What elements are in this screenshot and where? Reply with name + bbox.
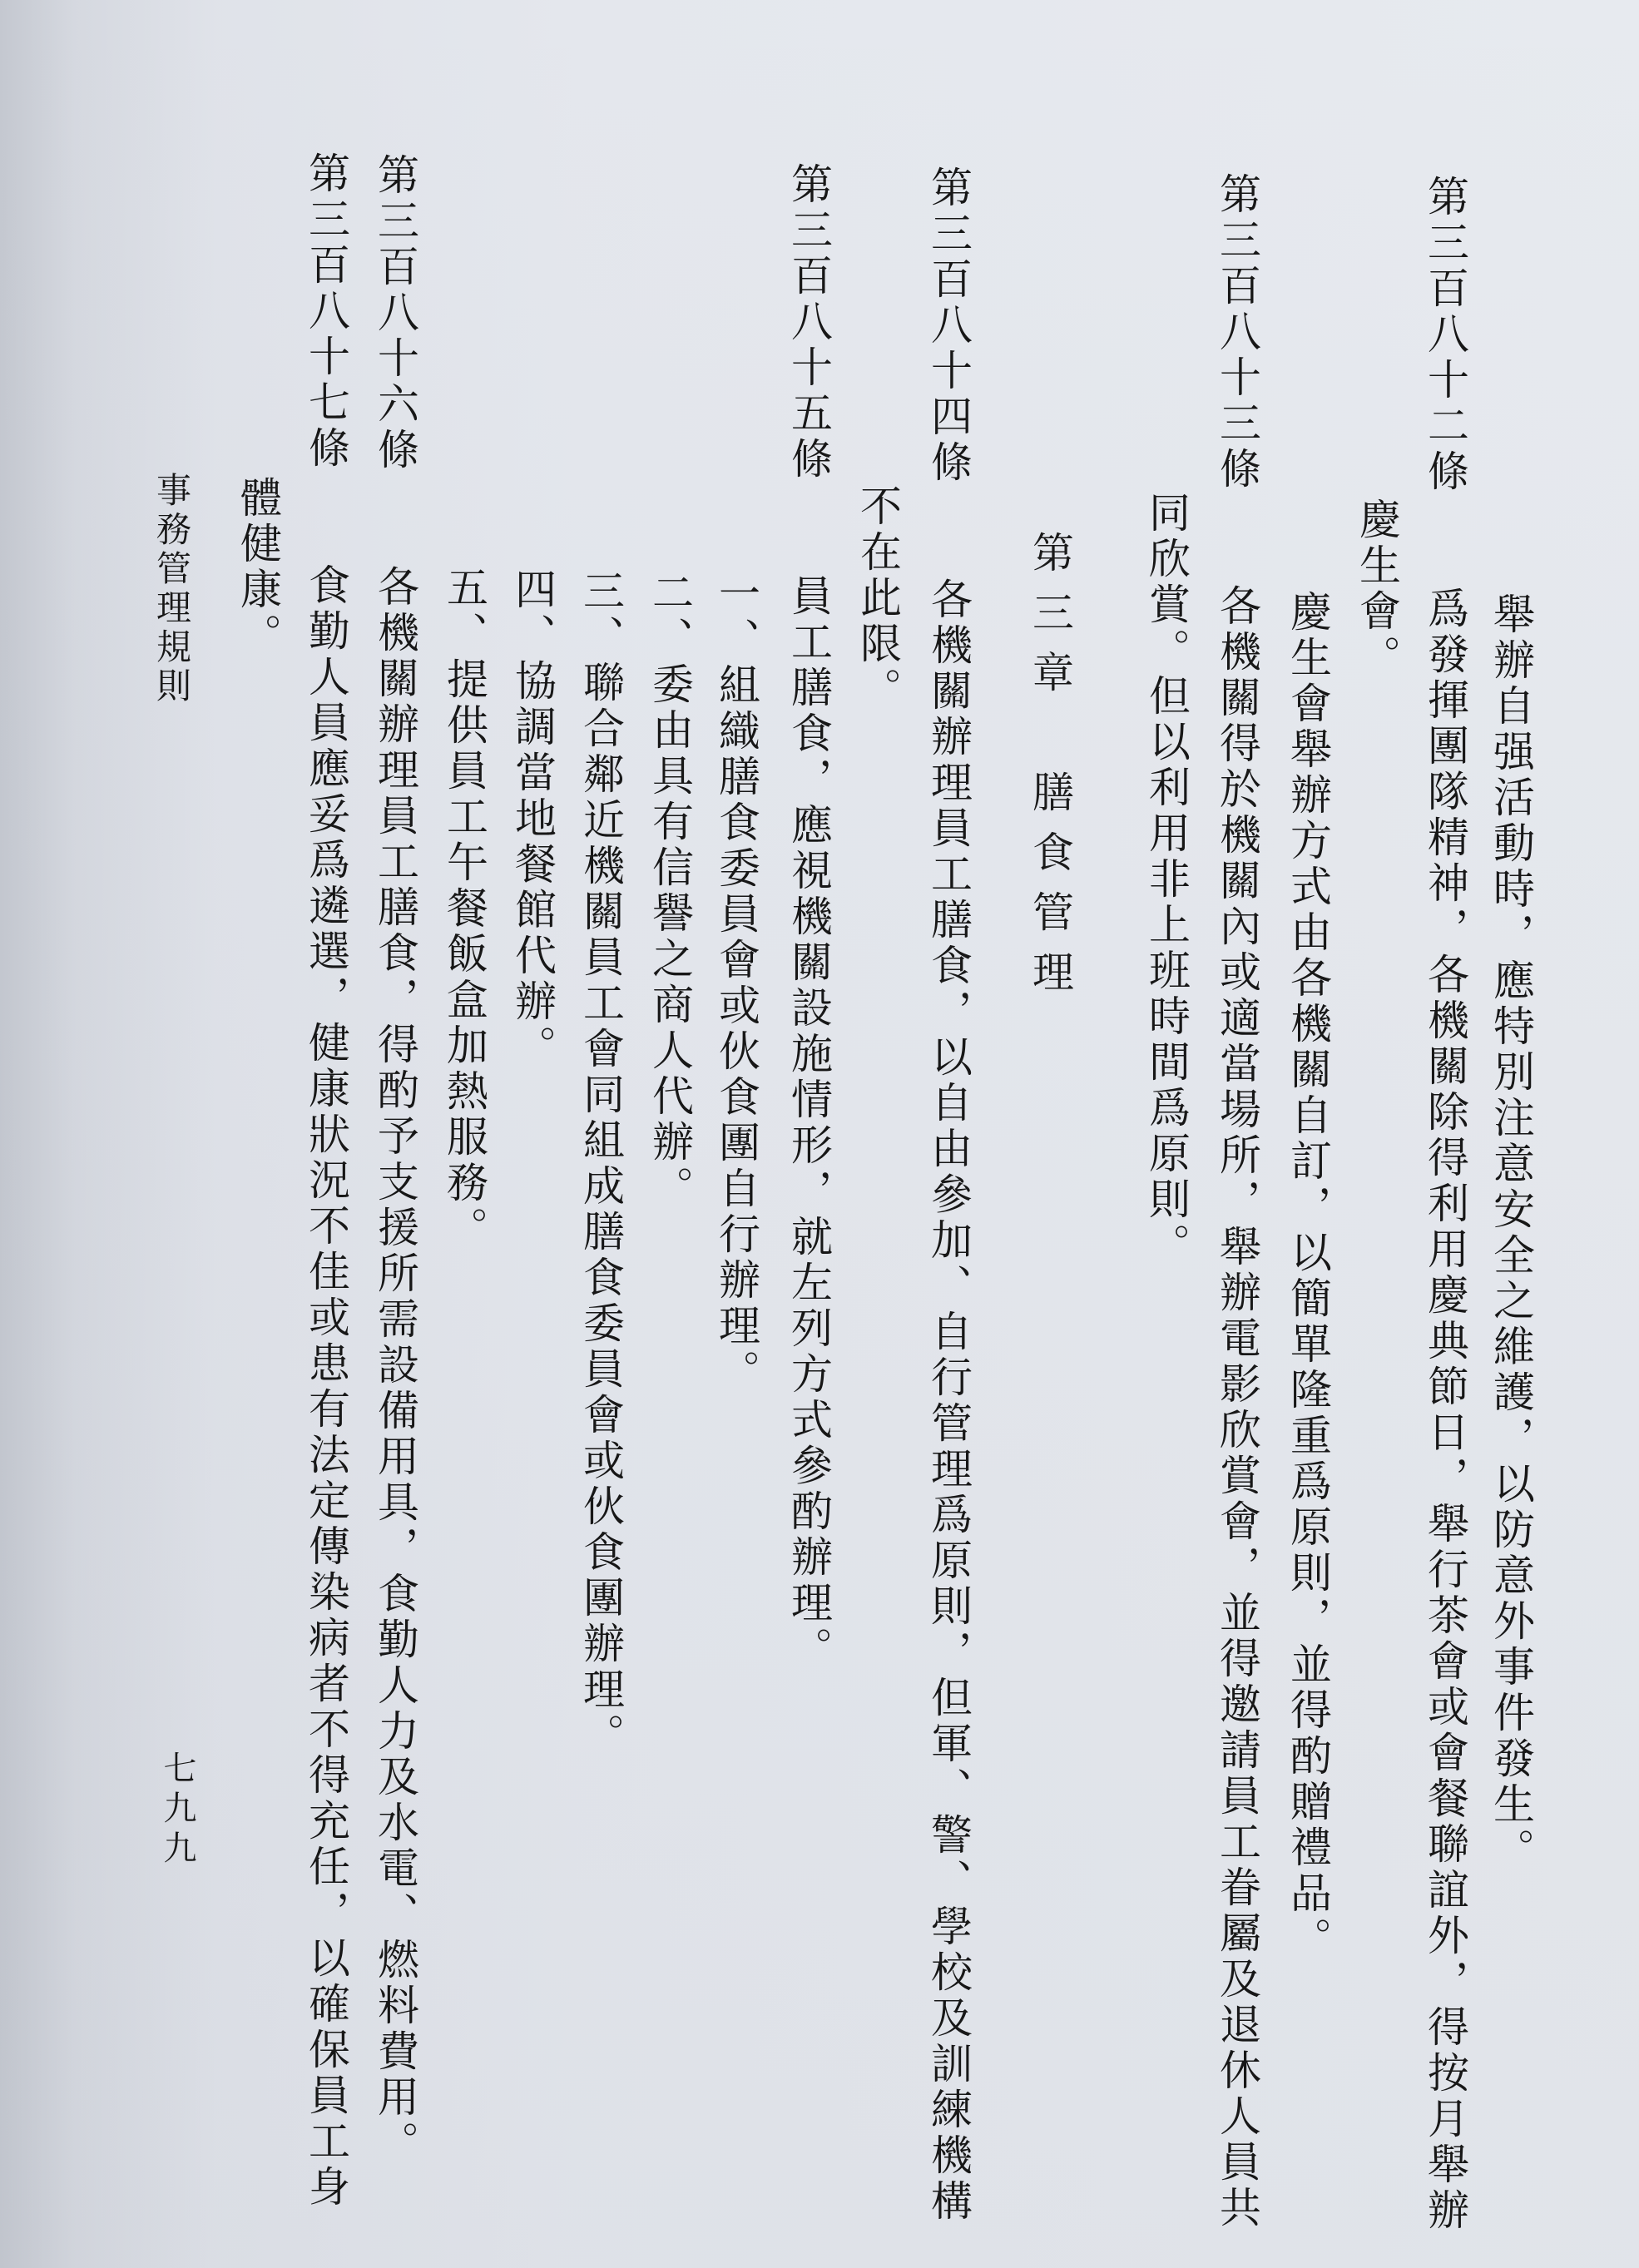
list-item: 五、提供員工午餐飯盒加熱服務。: [440, 566, 488, 1252]
list-item: 三、聯合鄰近機關員工會同組成膳食委員會或伙食團辦理。: [577, 569, 625, 1759]
article-text-line: 不在此限。: [854, 484, 902, 713]
article-text-line: 體健康。: [234, 476, 282, 659]
chapter-title: 膳食管理: [1026, 770, 1074, 1010]
article-number: 第三百八十三條: [1213, 172, 1261, 493]
list-item: 四、協調當地餐館代辦。: [508, 567, 557, 1071]
article-number: 第三百八十六條: [371, 153, 419, 473]
chapter-number: 第三章: [1026, 531, 1074, 711]
list-item: 一、組織膳食委員會或伙食團自行辦理。: [712, 572, 760, 1395]
article-text-line: 員工膳食，應視機關設施情形，就左列方式參酌辦理。: [785, 574, 833, 1672]
article-text-line: 爲發揮團隊精神，各機關除得利用慶典節日，舉行茶會或會餐聯誼外，得按月舉辦: [1421, 587, 1469, 2234]
list-item: 二、委由具有信譽之商人代辦。: [646, 571, 694, 1211]
article-number: 第三百八十五條: [785, 162, 833, 483]
article-number: 第三百八十四條: [924, 166, 973, 486]
article-text-line: 各機關辦理員工膳食，得酌予支援所需設備用具，食勤人力及水電、燃料費用。: [371, 565, 419, 2166]
running-title: 事務管理規則: [151, 472, 192, 706]
article-paragraph: 慶生會舉辦方式由各機關自訂，以簡單隆重爲原則，並得酌贈禮品。: [1284, 590, 1332, 1963]
article-number: 第三百八十二條: [1421, 175, 1469, 495]
article-text-line: 各機關得於機關內或適當場所，舉辦電影欣賞會，並得邀請員工眷屬及退休人員共: [1213, 584, 1261, 2231]
page-number: 七九九: [158, 1751, 196, 1870]
article-number: 第三百八十七條: [302, 151, 350, 472]
article-text-line: 各機關辦理員工膳食，以自由參加、自行管理爲原則，但軍、警、學校及訓練機構: [924, 577, 973, 2225]
article-text-line: 食勤人員應妥爲遴選，健康狀況不佳或患有法定傳染病者不得充任，以確保員工身: [302, 563, 350, 2211]
continuation-line: 舉辦自强活動時，應特別注意安全之維護，以防意外事件發生。: [1487, 592, 1535, 1874]
article-text-line: 同欣賞。但以利用非上班時間爲原則。: [1142, 491, 1191, 1269]
article-text-line: 慶生會。: [1353, 498, 1401, 681]
